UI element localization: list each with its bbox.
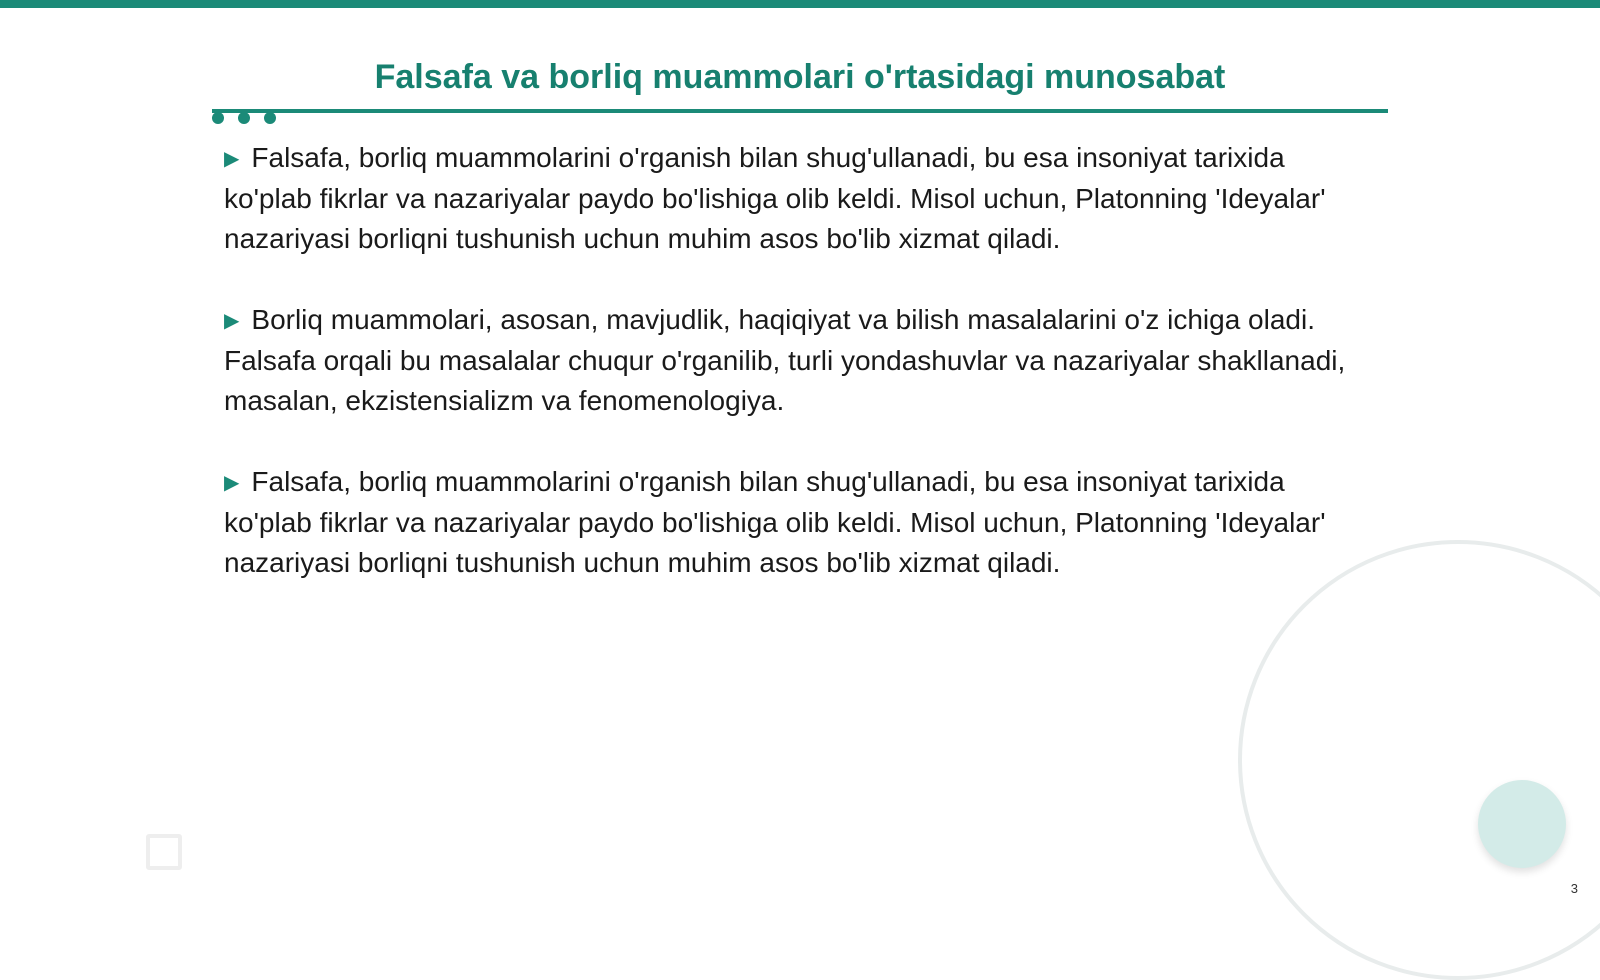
dot-icon bbox=[264, 112, 276, 124]
top-accent-bar bbox=[0, 0, 1600, 8]
triangle-right-icon: ▶ bbox=[224, 310, 240, 332]
bullet-item-3 bbox=[224, 462, 1374, 583]
title-underline bbox=[212, 109, 1388, 113]
dot-icon bbox=[212, 112, 224, 124]
decorative-square bbox=[146, 834, 182, 870]
decorative-dots bbox=[212, 112, 282, 126]
page-number: 3 bbox=[1570, 881, 1578, 896]
bullet-item-2 bbox=[224, 300, 1374, 421]
slide-title: Falsafa va borliq muammolari o'rtasidagi munosabat bbox=[374, 58, 1226, 96]
bullet-item-1 bbox=[224, 138, 1374, 259]
bullet-list bbox=[224, 138, 1374, 624]
bullet-text: Falsafa, borliq muammolarini o'rganish bilan shug'ullanadi, bu esa insoniyat tarixida ko'plab fikrlar va nazariyalar paydo bo'lishiga olib keldi. Misol uchun, Platonning 'Ideyalar' nazariyasi borliqni tushunish uchun muhim asos bo'lib xizmat qiladi. bbox=[224, 466, 1326, 578]
triangle-right-icon: ▶ bbox=[224, 148, 240, 170]
bullet-text: Falsafa, borliq muammolarini o'rganish bilan shug'ullanadi, bu esa insoniyat tarixida ko'plab fikrlar va nazariyalar paydo bo'lishiga olib keldi. Misol uchun, Platonning 'Ideyalar' nazariyasi borliqni tushunish uchun muhim asos bo'lib xizmat qiladi. bbox=[224, 142, 1326, 254]
bullet-text: Borliq muammolari, asosan, mavjudlik, haqiqiyat va bilish masalalarini o'z ichiga oladi. Falsafa orqali bu masalalar chuqur o'rganilib, turli yondashuvlar va nazariyalar shakllanadi, masalan, ekzistensializm va fenomenologiya. bbox=[224, 304, 1346, 416]
decorative-disc bbox=[1478, 780, 1566, 868]
dot-icon bbox=[238, 112, 250, 124]
triangle-right-icon: ▶ bbox=[224, 472, 240, 494]
